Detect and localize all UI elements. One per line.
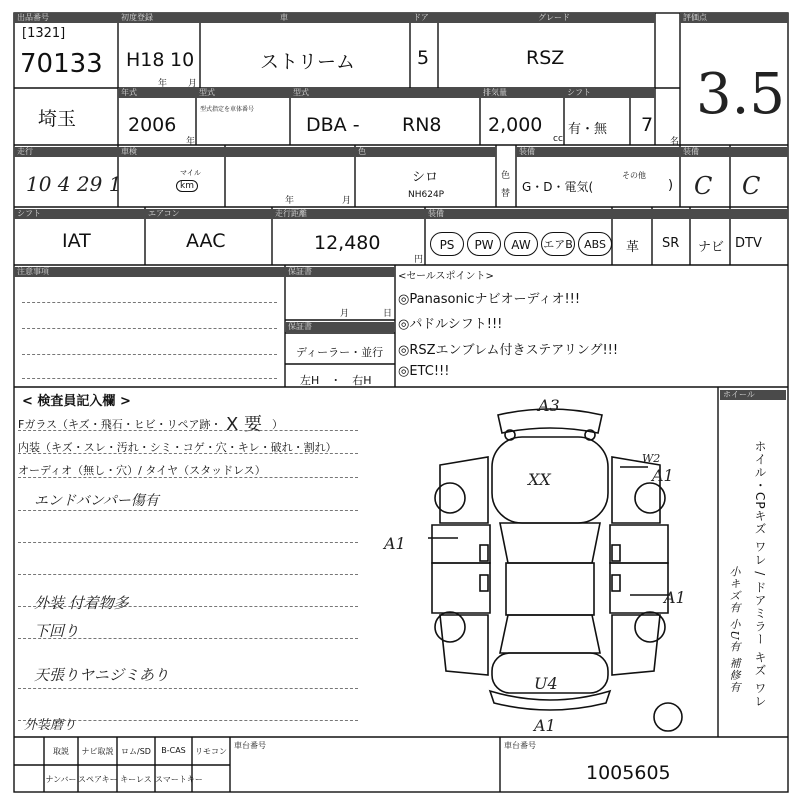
- inspector-audio: オーディオ（無し・穴）/ タイヤ（スタッドレス）: [18, 464, 266, 477]
- notes-line: [22, 354, 277, 355]
- color-code: NH624P: [408, 190, 445, 200]
- handwritten-note: 外装磨り: [24, 718, 77, 733]
- header-notes: 注意事項: [14, 267, 285, 277]
- turbo: 有・無: [568, 122, 608, 137]
- footer-item: 取説: [53, 747, 69, 756]
- side-line-1: ホイル・CPキズ ワレ / ドアミラー キズ ワレ: [753, 440, 767, 708]
- model-year-suffix: 年: [186, 137, 196, 147]
- prefecture: 埼玉: [38, 108, 77, 130]
- footer-item: キーレス: [120, 775, 152, 784]
- exterior-score: C: [742, 172, 761, 200]
- overall-score: 3.5: [696, 62, 786, 127]
- header-int-ext: 装備: [680, 147, 788, 157]
- inspector-glass: Fガラス（キズ・飛石・ヒビ・リペア跡・: [18, 418, 222, 431]
- sales-point: ◎パドルシフト!!!: [398, 317, 503, 332]
- color-name: シロ: [412, 170, 439, 185]
- footer-item: ナンバー: [45, 775, 77, 784]
- inspector-line: [18, 477, 358, 478]
- seats-unit: 名: [670, 137, 680, 147]
- inspector-line: [18, 542, 358, 543]
- header-type: 型式: [290, 88, 480, 98]
- footer-item: スペアキー: [78, 775, 118, 784]
- footer-item: ロム/SD: [121, 747, 151, 756]
- header-car: 車: [200, 13, 410, 23]
- header-color: 色: [355, 147, 496, 157]
- reg-month-unit: 月: [188, 79, 198, 89]
- interior-score: C: [694, 172, 713, 200]
- car-doors: 5: [417, 47, 430, 69]
- mark-left-door: A1: [384, 534, 406, 553]
- header-grade: グレード: [438, 13, 655, 23]
- warranty-month: 月: [340, 309, 350, 319]
- mark-rear-bumper: A1: [534, 716, 556, 735]
- model-prefix: DBA -: [306, 114, 360, 136]
- fuel-close: ): [668, 178, 674, 193]
- insp-year-label: 年: [285, 196, 295, 206]
- sales-point: ◎Panasonicナビオーディオ!!!: [398, 292, 581, 307]
- equip-airbag: エアB: [541, 232, 575, 256]
- lot-code: [1321]: [22, 26, 66, 41]
- serial-number: 1005605: [586, 762, 671, 784]
- header-equipment: 装備: [425, 209, 788, 219]
- warranty-day: 日: [383, 309, 393, 319]
- left-front-door: [432, 525, 490, 563]
- footer-item: ナビ取説: [81, 747, 114, 756]
- equip-aw: AW: [504, 232, 538, 256]
- mileage-unit-mile: マイル: [180, 169, 201, 177]
- notes-line: [22, 302, 277, 303]
- right-front-door: [610, 525, 668, 563]
- spec-aircon: AAC: [186, 230, 226, 252]
- sales-point: ◎RSZエンブレム付きステアリング!!!: [398, 343, 619, 358]
- equip-leather: 革: [626, 240, 640, 255]
- dealer-label: ディーラー・並行: [296, 346, 384, 359]
- notes-line: [22, 378, 277, 379]
- handwritten-note: 天張りヤニジミあり: [34, 666, 170, 684]
- mark-trunk: U4: [534, 674, 558, 693]
- car-name: ストリーム: [260, 51, 356, 73]
- spare-tire: [654, 703, 682, 731]
- reg-era-year: H18: [126, 49, 165, 71]
- displacement: 2,000: [488, 114, 543, 136]
- rear-bumper: [490, 691, 610, 710]
- reg-year-unit: 年: [158, 79, 168, 89]
- side-line-2: 小キズ有 小U有 補修有: [728, 566, 741, 694]
- chassis-label: 車台番号: [234, 741, 266, 750]
- header-aircon: エアコン: [145, 209, 272, 219]
- inspector-line: [18, 510, 358, 511]
- mileage-unit-km: km: [176, 180, 198, 192]
- footer-item: B-CAS: [161, 746, 186, 755]
- inspector-interior: 内装（キズ・スレ・汚れ・シミ・コゲ・穴・キレ・破れ・割れ）: [18, 441, 337, 454]
- spec-mileage-unit: 円: [414, 255, 424, 265]
- inspector-line: [18, 453, 358, 454]
- model-note: 型式指定を車体番号: [200, 106, 255, 113]
- header-inspection: 車検: [118, 147, 355, 157]
- handwritten-note: 下回り: [34, 622, 80, 640]
- header-shift2: シフト: [14, 209, 145, 219]
- inspector-line: [18, 430, 358, 431]
- inspector-line: [18, 574, 358, 575]
- footer-item: リモコン: [195, 747, 227, 756]
- handwritten-note: エンドバンパー傷有: [34, 493, 159, 509]
- left-mirror: [480, 545, 488, 561]
- inspector-title: < 検査員記入欄 >: [22, 394, 131, 409]
- equip-sr: SR: [662, 236, 680, 251]
- equip-dtv: DTV: [735, 236, 762, 251]
- spec-mileage: 12,480: [314, 232, 381, 254]
- header-distance: 走行距離: [272, 209, 425, 219]
- mark-hood: XX: [528, 470, 551, 489]
- sales-point: ◎ETC!!!: [398, 364, 450, 379]
- mark-right-fender: W2: [642, 452, 661, 465]
- seats: 7: [641, 114, 654, 136]
- header-model: 型式: [196, 88, 290, 98]
- fuel-other: その他: [622, 171, 646, 180]
- displacement-unit: cc: [553, 134, 563, 144]
- inspector-line: [18, 688, 358, 689]
- fuel-options: G・D・電気(: [522, 180, 594, 194]
- tire-rl: [435, 612, 465, 642]
- spec-shift: IAT: [62, 230, 91, 252]
- side-header: ホイール: [720, 390, 786, 400]
- sales-title: <セールスポイント>: [398, 271, 494, 282]
- color-label-2: 替: [501, 189, 511, 199]
- tire-rr: [635, 612, 665, 642]
- header-lot: 出品番号: [14, 13, 118, 23]
- header-fuel: 装備: [516, 147, 680, 157]
- equip-ps: PS: [430, 232, 464, 256]
- serial-label: 車台番号: [504, 741, 536, 750]
- color-label-1: 色: [501, 171, 511, 181]
- roof: [506, 563, 594, 615]
- footer-item: スマートキー: [155, 775, 203, 784]
- glass-close: ）: [272, 418, 283, 431]
- car-grade: RSZ: [526, 47, 565, 69]
- equip-pw: PW: [467, 232, 501, 256]
- header-warranty: 保証書: [285, 267, 395, 277]
- header-doors: ドア: [410, 13, 438, 23]
- equip-abs: ABS: [578, 232, 612, 256]
- header-first-reg: 初度登録: [118, 13, 200, 23]
- mark-right-door: A1: [664, 588, 686, 607]
- header-mileage: 走行: [14, 147, 118, 157]
- header-year: 年式: [118, 88, 196, 98]
- steering-side: 左H ・ 右H: [300, 374, 372, 387]
- inspection-expiry: 10 4 29 1: [26, 172, 122, 196]
- lot-number: 70133: [20, 49, 103, 79]
- handwritten-note: 外装 付着物多: [34, 594, 129, 612]
- header-score: 評価点: [680, 13, 788, 23]
- right-mirror: [612, 545, 620, 561]
- mark-front-bumper: A3: [538, 396, 560, 415]
- header-cc: 排気量: [480, 88, 564, 98]
- header-dealer: 保証書: [285, 322, 395, 332]
- rear-window: [500, 615, 600, 653]
- model-year: 2006: [128, 114, 177, 136]
- left-rear-door: [432, 563, 490, 613]
- notes-line: [22, 328, 277, 329]
- mark-right-fender-2: A1: [652, 466, 674, 485]
- model-code: RN8: [402, 114, 442, 136]
- equip-navi: ナビ: [698, 240, 725, 255]
- windshield: [500, 523, 600, 563]
- right-rear-door: [610, 563, 668, 613]
- glass-mark: X 要: [226, 414, 263, 435]
- reg-month: 10: [170, 49, 195, 71]
- insp-month-label: 月: [342, 196, 352, 206]
- header-shift: シフト: [564, 88, 655, 98]
